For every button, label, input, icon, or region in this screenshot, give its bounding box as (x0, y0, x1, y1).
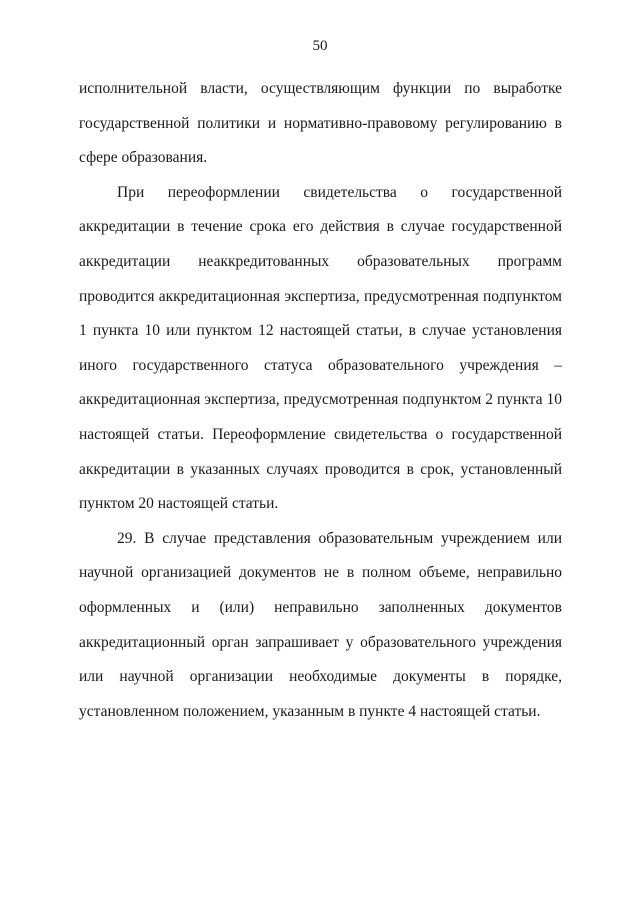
paragraph-continuation: исполнительной власти, осуществляющим функции по выработке государственной политики и нормативно-правовому регулированию в сфере образования. (79, 80, 562, 167)
document-body (79, 72, 562, 729)
page-number: 50 (312, 38, 328, 54)
paragraph-reissue-certificate: При переоформлении свидетельства о государственной аккредитации в течение срока его действия в случае государственной аккредитации неаккредитованных образовательных программ проводится аккредитационная экспертиза, предусмотренная подпунктом 1 пункта 10 или пунктом 12 настоящей статьи, в случае установления иного государственного статуса образовательного учреждения – аккредитационная экспертиза, предусмотренная подпунктом 2 пункта 10 настоящей статьи. Переоформление свидетельства о государственной аккредитации в указанных случаях проводится в срок, установленный пунктом 20 настоящей статьи. (79, 183, 562, 513)
paragraph-clause-29: 29. В случае представления образовательным учреждением или научной организацией документов не в полном объеме, неправильно оформленных и (или) неправильно заполненных документов аккредитационный орган запрашивает у образовательного учреждения или научной организации необходимые документы в порядке, установленном положением, указанным в пункте 4 настоящей статьи. (79, 529, 562, 720)
